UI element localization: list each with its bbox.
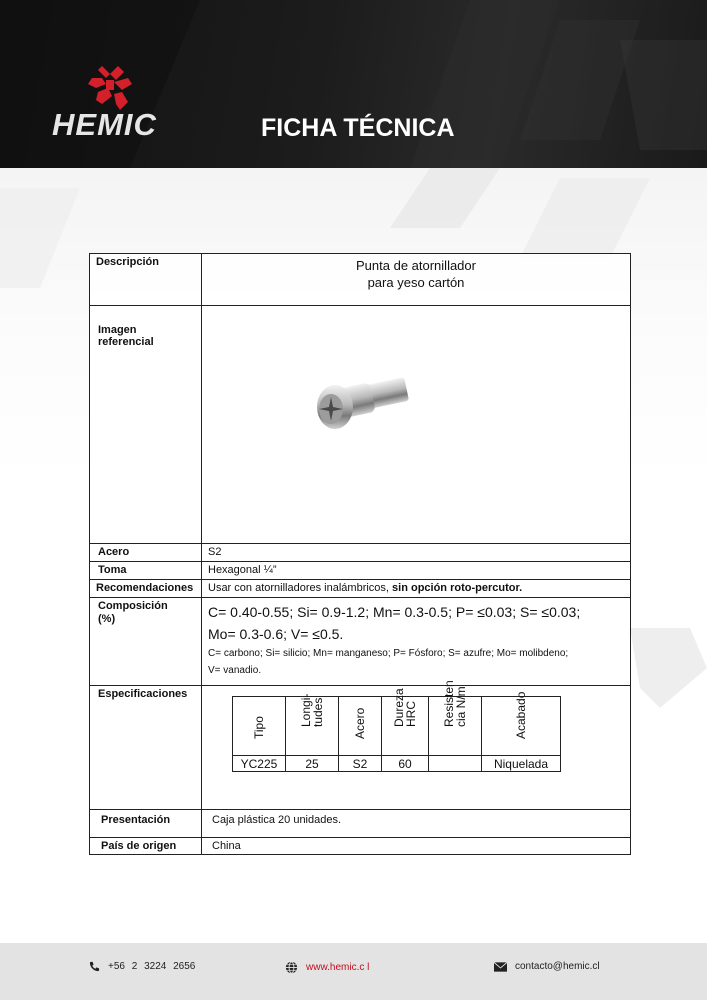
row-presentation — [90, 810, 631, 838]
origin-value: China — [202, 838, 631, 855]
spec-value-acabado: Niquelada — [482, 756, 561, 772]
row-image — [90, 306, 631, 544]
hemic-logo-icon — [88, 66, 132, 110]
spec-header-longitudes-text — [300, 694, 324, 727]
screwdriver-bit-image — [305, 369, 415, 439]
row-description — [90, 254, 631, 306]
spec-header-acero-text: Acero — [353, 707, 367, 739]
specifications-header-row — [233, 697, 561, 756]
row-recommendations — [90, 580, 631, 598]
spec-value-acero: S2 — [339, 756, 382, 772]
composition-label-line-1: Composición — [98, 600, 168, 612]
footer-phone-text: +56 2 3224 2656 — [108, 961, 196, 972]
spec-header-dureza — [382, 688, 429, 756]
spec-value-dureza: 60 — [382, 756, 429, 772]
row-steel — [90, 544, 631, 562]
description-label: Descripción — [90, 254, 202, 306]
spec-header-tipo — [233, 697, 286, 756]
brand-logo-text: HEMIC — [52, 107, 157, 142]
recommendations-text: Usar con atornilladores inalámbricos, — [208, 582, 389, 594]
spec-header-acabado — [482, 691, 561, 756]
description-line-2: para yeso cartón — [367, 275, 465, 290]
steel-value: S2 — [202, 544, 631, 562]
image-label-line-2: referencial — [98, 336, 154, 348]
row-socket — [90, 562, 631, 580]
footer-email[interactable] — [494, 961, 600, 972]
spec-header-resistencia — [429, 680, 482, 756]
spec-header-acero — [339, 697, 382, 756]
spec-value-tipo: YC225 — [233, 756, 286, 772]
origin-label: País de origen — [90, 838, 202, 855]
spec-value-resistencia — [429, 756, 482, 772]
spec-header-resistencia-line-2: cia N/m — [454, 686, 468, 727]
composition-label — [90, 598, 202, 686]
spec-header-longitudes — [286, 693, 339, 756]
footer-web[interactable] — [285, 961, 369, 974]
row-specifications — [90, 686, 631, 810]
spec-header-dureza-line-2: HRC — [404, 701, 418, 727]
presentation-value: Caja plástica 20 unidades. — [202, 810, 631, 838]
footer-email-link[interactable]: contacto@hemic.cl — [515, 961, 600, 972]
specifications-label: Especificaciones — [90, 686, 202, 810]
specifications-table — [232, 680, 561, 772]
footer-phone — [89, 961, 195, 972]
spec-header-tipo-text: Tipo — [252, 716, 266, 739]
socket-label: Toma — [90, 562, 202, 580]
spec-value-longitudes: 25 — [286, 756, 339, 772]
spec-header-resistencia-line-1: Resisten — [442, 680, 456, 727]
image-label-line-1: Imagen — [98, 324, 137, 336]
socket-value: Hexagonal ¼” — [202, 562, 631, 580]
image-label — [90, 306, 202, 544]
composition-label-line-2: (%) — [98, 613, 116, 625]
steel-label: Acero — [90, 544, 202, 562]
page-title: FICHA TÉCNICA — [261, 114, 455, 142]
footer-web-link[interactable]: www.hemic.c l — [306, 962, 370, 973]
spec-header-acabado-text: Acabado — [514, 691, 528, 739]
description-line-1: Punta de atornillador — [356, 258, 476, 273]
spec-header-longitudes-line-2: tudes — [311, 697, 325, 727]
phone-icon — [89, 961, 100, 972]
spec-header-dureza-text — [393, 688, 417, 727]
description-value — [202, 254, 631, 306]
recommendations-value — [202, 580, 631, 598]
spec-table — [89, 253, 631, 855]
recommendations-bold: sin opción roto-percutor. — [388, 582, 523, 594]
composition-note-2: V= vanadio. — [208, 665, 262, 676]
globe-icon — [285, 961, 298, 974]
composition-note-1: C= carbono; Si= silicio; Mn= manganeso; P= Fósforo; S= azufre; Mo= molibdeno; — [208, 648, 569, 659]
envelope-icon — [494, 962, 507, 972]
spec-header-longitudes-line-1: Longi- — [299, 693, 313, 727]
composition-value — [202, 598, 631, 686]
page-header — [0, 0, 707, 168]
spec-header-resistencia-text — [443, 680, 467, 727]
spec-header-dureza-line-1: Dureza — [392, 688, 406, 727]
row-composition — [90, 598, 631, 686]
specifications-value-row — [233, 756, 561, 772]
recommendations-label: Recomendaciones — [90, 580, 202, 598]
composition-line-1: C= 0.40-0.55; Si= 0.9-1.2; Mn= 0.3-0.5; P= ≤0.03; S= ≤0.03; — [208, 604, 581, 620]
row-origin — [90, 838, 631, 855]
composition-line-2: Mo= 0.3-0.6; V= ≤0.5. — [208, 626, 344, 642]
specifications-cell — [202, 680, 631, 810]
page-footer — [0, 943, 707, 1000]
image-cell — [202, 306, 631, 544]
presentation-label: Presentación — [90, 810, 202, 838]
